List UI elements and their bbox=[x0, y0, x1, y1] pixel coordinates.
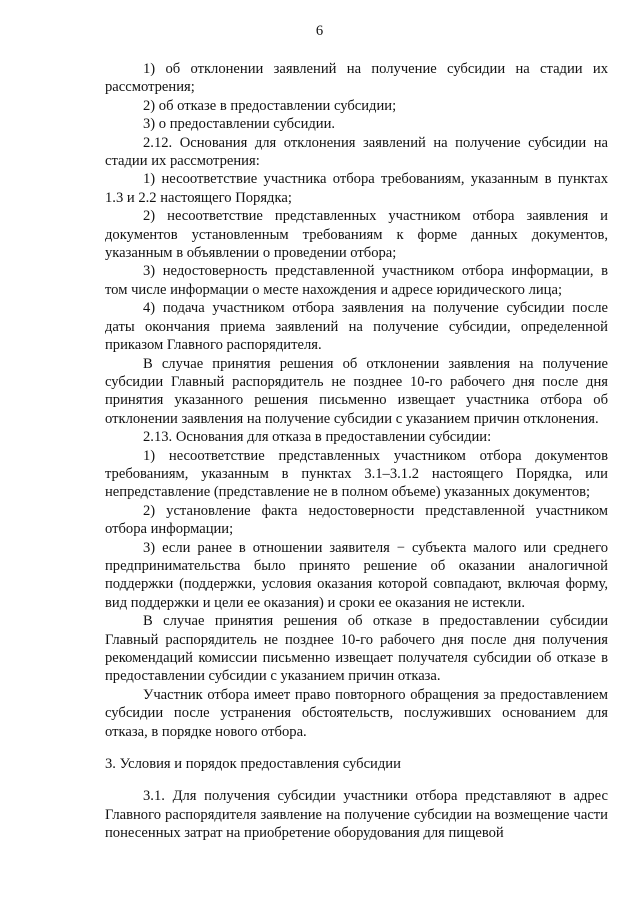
paragraph: 2) несоответствие представленных участником отбора заявления и документов установленным требованиям к форме данных документов, указанным в объявлении о проведении отбора; bbox=[105, 208, 608, 262]
paragraph: В случае принятия решения об отклонении заявления на получение субсидии Главный распорядитель не позднее 10-го рабочего дня после дня принятия указанного решения письменно извещает участника отбора об отклонении заявления на получение субсидии с указанием причин отклонения. bbox=[105, 355, 608, 427]
document-body bbox=[105, 60, 608, 843]
paragraph: 2) об отказе в предоставлении субсидии; bbox=[143, 97, 397, 114]
paragraph: 1) несоответствие участника отбора требованиям, указанным в пунктах 1.3 и 2.2 настоящего Порядка; bbox=[105, 171, 608, 206]
paragraph: В случае принятия решения об отказе в предоставлении субсидии Главный распорядитель не позднее 10-го рабочего дня после дня получения рекомендаций комиссии письменно извещает получателя субсидии об отказе в предоставлении субсидии с указанием причин отказа. bbox=[105, 613, 608, 685]
paragraph: 3) если ранее в отношении заявителя − субъекта малого или среднего предпринимательства было принято решение об оказании аналогичной поддержки (поддержки, условия оказания которой совпадают, включая форму, вид поддержки и цели ее оказания) и сроки ее оказания не истекли. bbox=[105, 539, 608, 611]
paragraph: 2.12. Основания для отклонения заявлений на получение субсидии на стадии их рассмотрения: bbox=[105, 134, 608, 170]
paragraph: Участник отбора имеет право повторного обращения за предоставлением субсидии после устранения обстоятельств, послуживших основанием для отказа, в порядке нового отбора. bbox=[105, 686, 608, 740]
paragraph: 3) недостоверность представленной участником отбора информации, в том числе информации о месте нахождения и адресе юридического лица; bbox=[105, 263, 608, 298]
paragraph: 3) о предоставлении субсидии. bbox=[143, 116, 336, 133]
section-heading: 3. Условия и порядок предоставления субсидии bbox=[105, 756, 401, 773]
paragraph: 1) несоответствие представленных участником отбора документов требованиям, указанным в пунктах 3.1–3.1.2 настоящего Порядка, или непредставление (представление не в полном объеме) указанных документов; bbox=[105, 447, 608, 501]
page-number: 6 bbox=[315, 23, 324, 39]
paragraph: 2.13. Основания для отказа в предоставлении субсидии: bbox=[143, 429, 492, 446]
paragraph: 3.1. Для получения субсидии участники отбора представляют в адрес Главного распорядителя заявление на получение субсидии на возмещение части понесенных затрат на приобретение оборудования для пищевой bbox=[105, 788, 608, 842]
paragraph: 2) установление факта недостоверности представленной участником отбора информации; bbox=[105, 502, 608, 538]
paragraph: 4) подача участником отбора заявления на получение субсидии после даты окончания приема заявлений на получение субсидии, определенной приказом Главного распорядителя. bbox=[105, 300, 608, 354]
paragraph: 1) об отклонении заявлений на получение субсидии на стадии их рассмотрения; bbox=[105, 61, 608, 96]
